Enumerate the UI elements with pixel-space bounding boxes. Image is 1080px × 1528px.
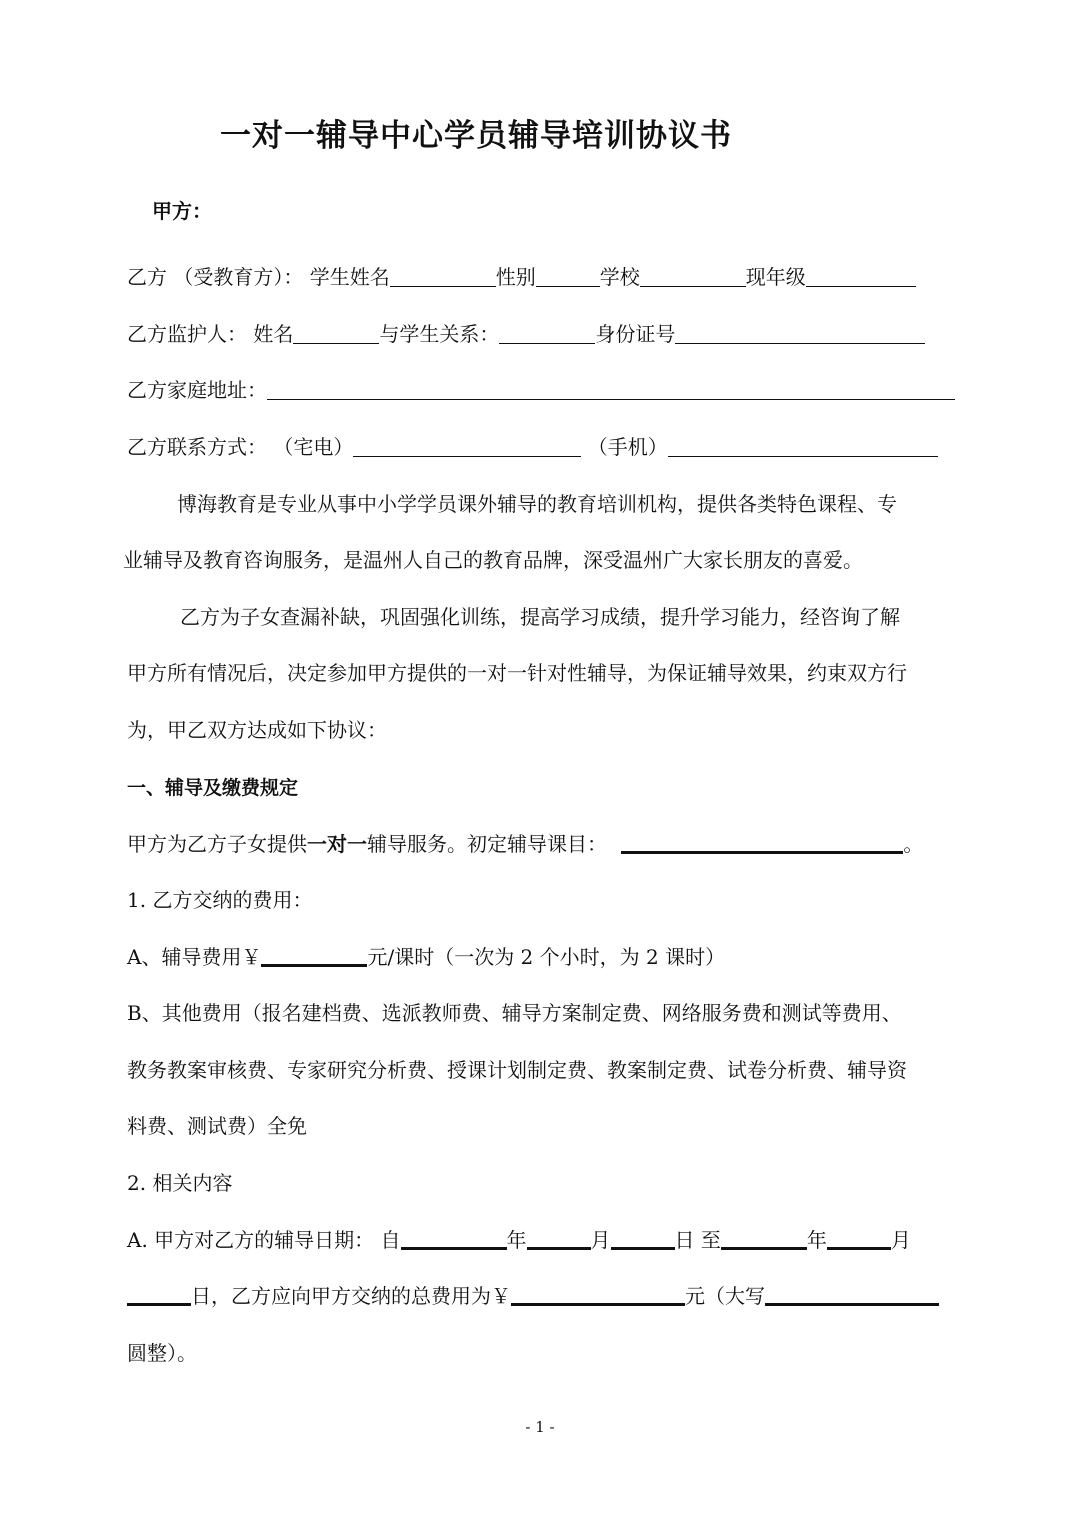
month-label: 月 [590, 1228, 611, 1252]
total-pre: 日，乙方应向甲方交纳的总费用为￥ [191, 1284, 511, 1308]
intro-p2-line1: 乙方为子女查漏补缺，巩固强化训练，提高学习成绩，提升学习能力，经咨询了解 [180, 605, 900, 629]
contact-label: 乙方联系方式： [127, 435, 267, 459]
mobile-blank[interactable] [668, 434, 938, 457]
end-month-blank[interactable] [827, 1227, 891, 1250]
service-end: 。 [903, 832, 924, 856]
month2-label: 月 [890, 1228, 911, 1252]
intro-p2-line3: 为，甲乙双方达成如下协议： [127, 718, 387, 742]
student-name-blank[interactable] [390, 264, 496, 287]
fee-a-blank[interactable] [261, 944, 367, 967]
id-number-blank[interactable] [675, 321, 925, 344]
address-line [127, 376, 955, 404]
gender-label: 性别 [495, 265, 536, 289]
gender-blank[interactable] [536, 264, 600, 287]
guardian-name-blank[interactable] [293, 321, 379, 344]
intro-p1-line1: 博海教育是专业从事中小学学员课外辅导的教育培训机构，提供各类特色课程、专 [177, 492, 897, 516]
total-capital-blank[interactable] [765, 1283, 939, 1306]
school-label: 学校 [599, 265, 640, 289]
service-line [127, 830, 923, 858]
document-title: 一对一辅导中心学员辅导培训协议书 [220, 118, 732, 154]
address-blank[interactable] [267, 377, 955, 400]
fee-b-line1: B、其他费用（报名建档费、选派教师费、辅导方案制定费、网络服务费和测试等费用、 [127, 1001, 902, 1025]
guardian-name-label: 姓名 [253, 322, 294, 346]
home-phone-label: （宅电） [273, 435, 354, 459]
total-line [127, 1282, 939, 1310]
total-yuan: 元（大写 [685, 1284, 765, 1308]
day-to-label: 日 至 [674, 1228, 721, 1252]
date-pre: A. 甲方对乙方的辅导日期： 自 [127, 1228, 401, 1252]
contact-line [127, 433, 938, 461]
grade-blank[interactable] [806, 264, 916, 287]
address-label: 乙方家庭地址： [127, 378, 267, 402]
student-name-label: 学生姓名 [309, 265, 390, 289]
party-b-label: 乙方 （受教育方）： [127, 265, 304, 289]
fee-b-line3: 料费、测试费）全免 [127, 1114, 307, 1138]
fee-b-line2: 教务教案审核费、专家研究分析费、授课计划制定费、教案制定费、试卷分析费、辅导资 [127, 1058, 907, 1082]
related-title: 2. 相关内容 [127, 1171, 233, 1195]
total-end: 圆整）。 [127, 1341, 197, 1365]
service-bold: 一对一 [307, 832, 367, 856]
fee-title: 1. 乙方交纳的费用： [127, 888, 313, 912]
start-day-blank[interactable] [611, 1227, 675, 1250]
start-year-blank[interactable] [401, 1227, 507, 1250]
relation-blank[interactable] [499, 321, 595, 344]
id-number-label: 身份证号 [595, 322, 676, 346]
date-line [127, 1226, 911, 1254]
end-year-blank[interactable] [721, 1227, 807, 1250]
service-pre: 甲方为乙方子女提供 [127, 832, 307, 856]
year-label: 年 [506, 1228, 527, 1252]
start-month-blank[interactable] [527, 1227, 591, 1250]
year2-label: 年 [806, 1228, 827, 1252]
intro-p1-line2: 业辅导及教育咨询服务，是温州人自己的教育品牌，深受温州广大家长朋友的喜爱。 [123, 548, 863, 572]
mobile-label: （手机） [587, 435, 668, 459]
party-b-line [127, 263, 916, 291]
end-day-blank[interactable] [127, 1283, 191, 1306]
grade-label: 现年级 [745, 265, 806, 289]
course-blank[interactable] [621, 831, 903, 854]
home-phone-blank[interactable] [353, 434, 581, 457]
guardian-line [127, 320, 925, 348]
guardian-label: 乙方监护人： [127, 322, 247, 346]
fee-a-line [127, 943, 725, 971]
page-number: - 1 - [525, 1418, 555, 1436]
service-post: 辅导服务。初定辅导课目： [367, 832, 607, 856]
total-amount-blank[interactable] [511, 1283, 685, 1306]
party-a-label: 甲方： [152, 199, 212, 223]
intro-p2-line2: 甲方所有情况后，决定参加甲方提供的一对一针对性辅导，为保证辅导效果，约束双方行 [127, 661, 907, 685]
section1-heading: 一、辅导及缴费规定 [127, 777, 299, 799]
school-blank[interactable] [640, 264, 746, 287]
fee-a-post: 元/课时（一次为 2 个小时，为 2 课时） [367, 945, 726, 969]
fee-a-pre: A、辅导费用￥ [127, 945, 262, 969]
relation-label: 与学生关系： [379, 322, 500, 346]
